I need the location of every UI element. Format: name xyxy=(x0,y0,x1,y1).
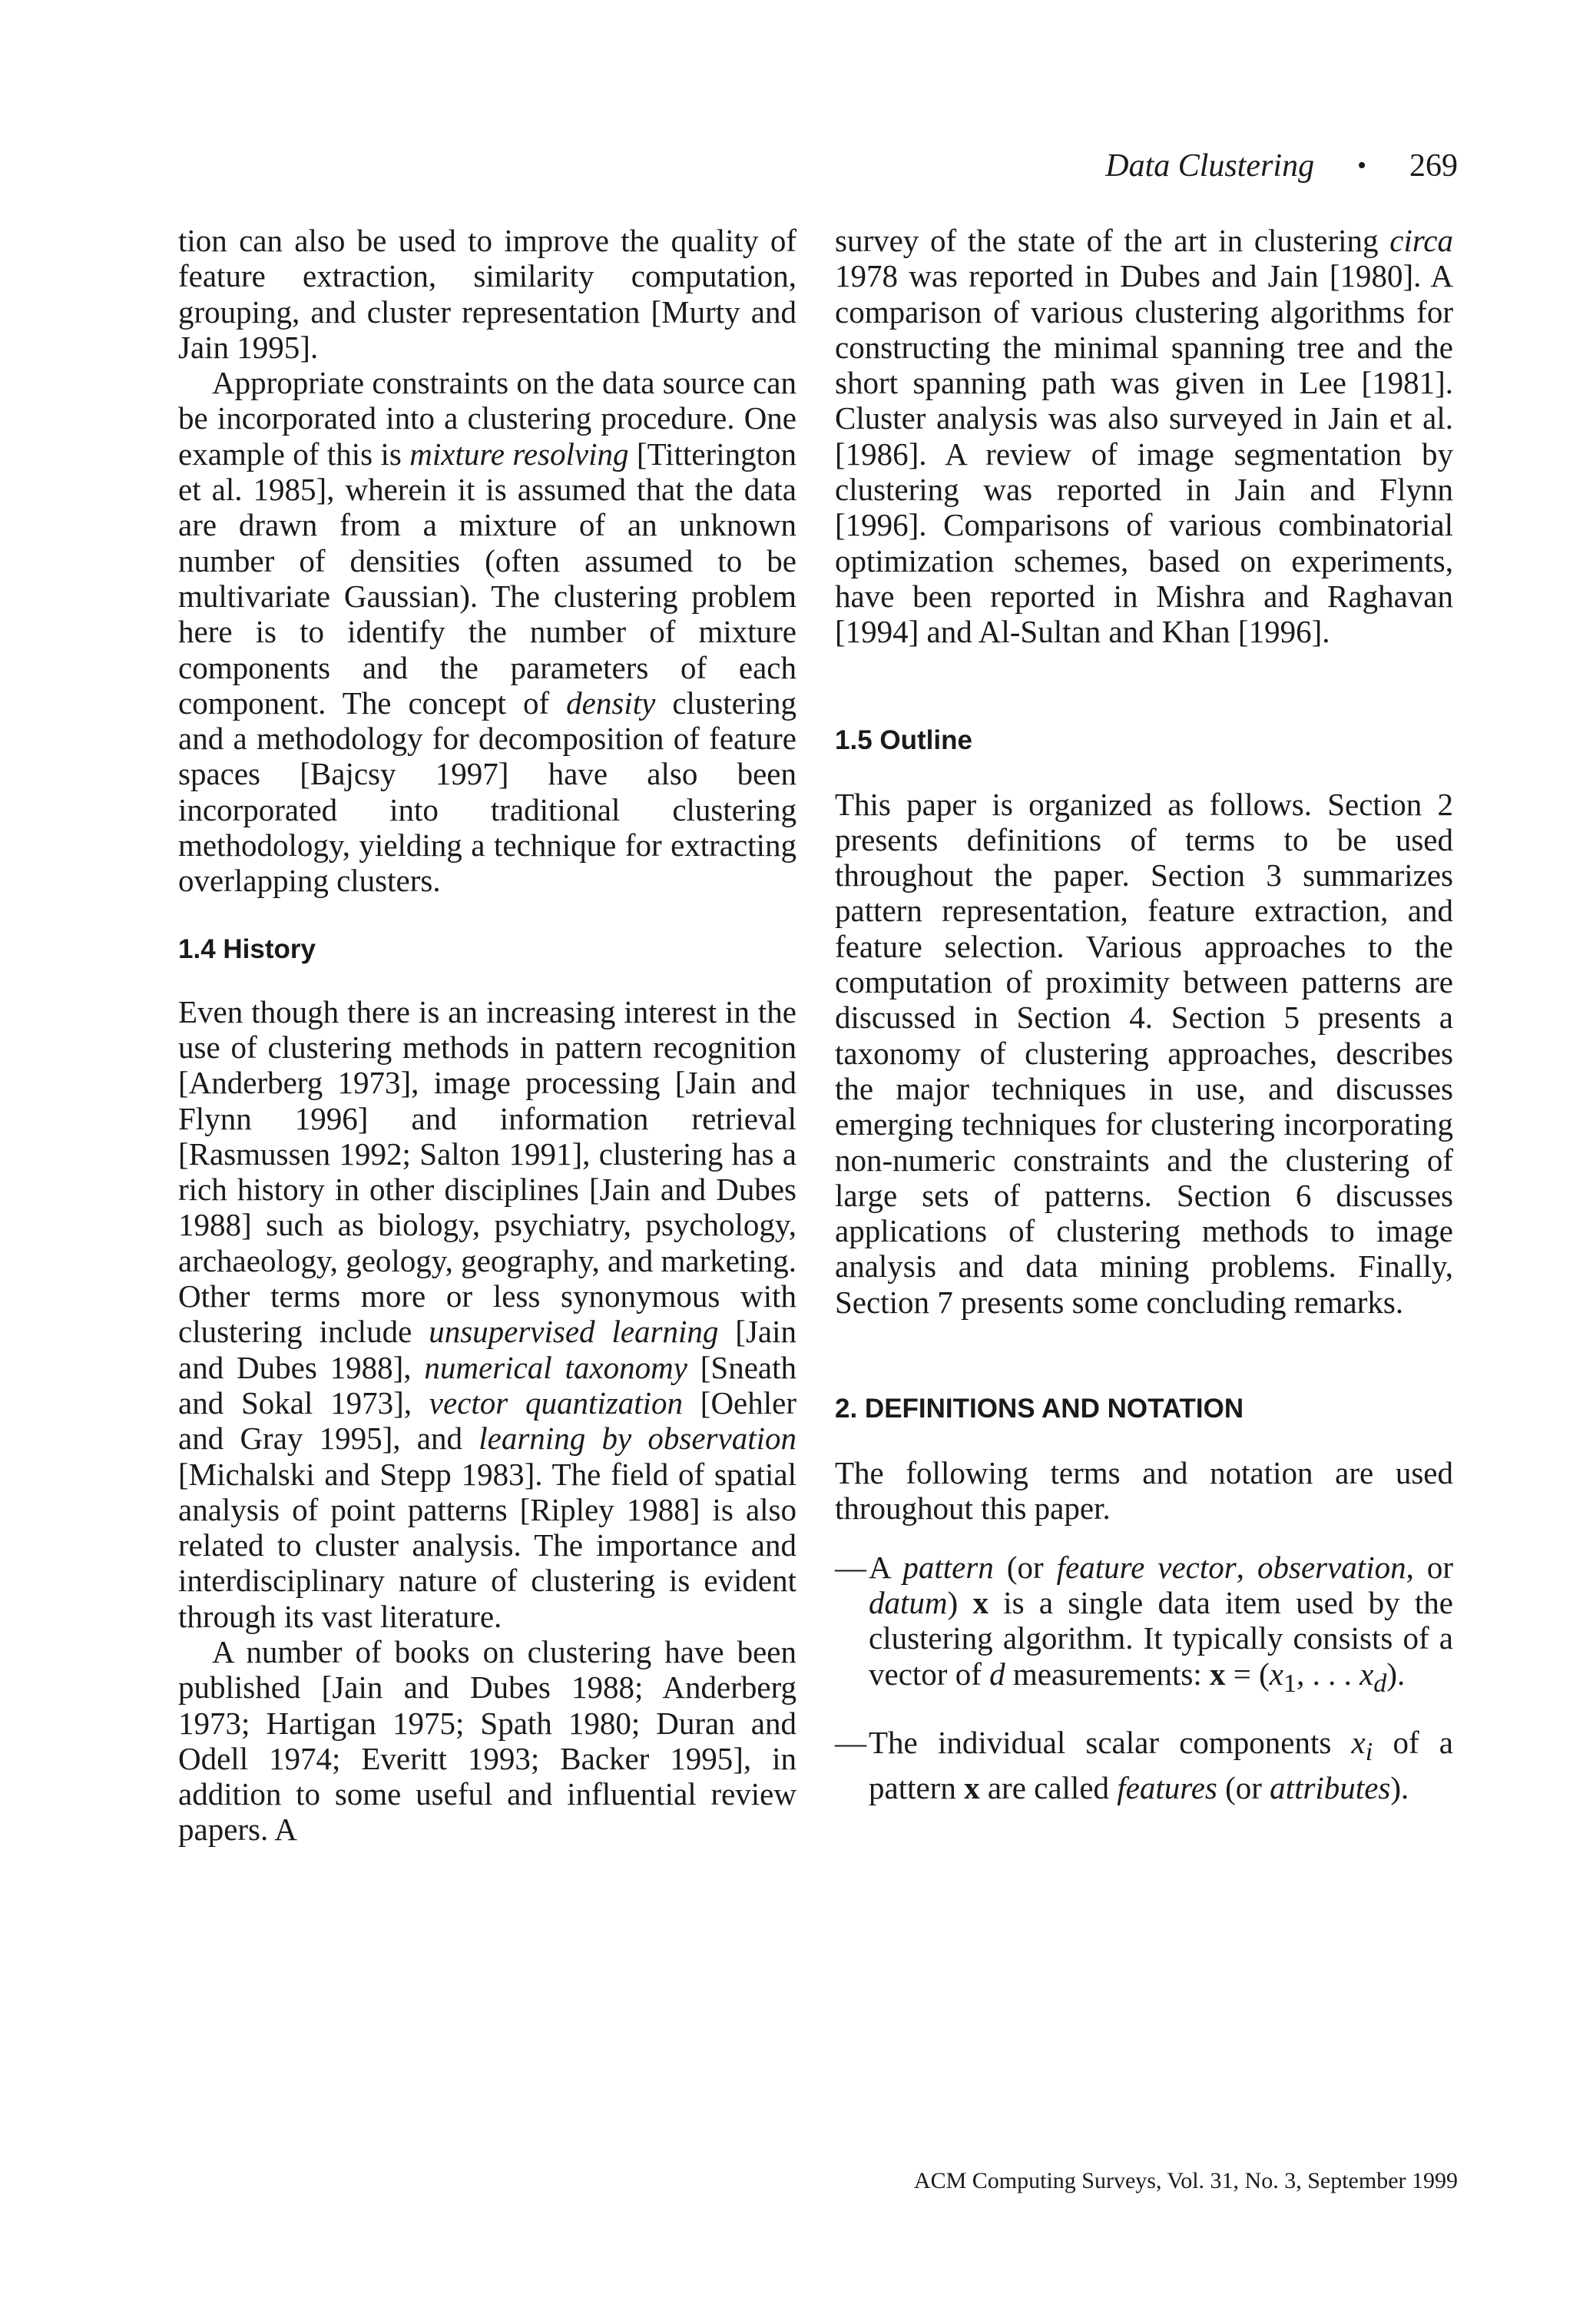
emphasis: unsupervised learning xyxy=(429,1314,719,1350)
paragraph: survey of the state of the art in clustering circa 1978 was reported in Dubes and Jain [1980]. A comparison of various clustering algorithms for constructing the minimal spanning tree and the short spanning path was given in Lee [1981]. Cluster analysis was also surveyed in Jain et al. [1986]. A review of image segmentation by clustering was reported in Jain and Flynn [1996]. Comparisons of various combinatorial optimization schemes, based on experiments, have been reported in Mishra and Raghavan [1994] and Al-Sultan and Khan [1996]. xyxy=(835,223,1453,650)
emphasis: numerical taxonomy xyxy=(424,1349,687,1385)
section-heading-history: 1.4 History xyxy=(178,933,316,964)
emphasis: vector quantization xyxy=(429,1384,684,1421)
running-head-bullet: • xyxy=(1357,151,1366,180)
emphasis: mixture resolving xyxy=(409,436,629,472)
emphasis: circa xyxy=(1389,223,1453,258)
list-item: — The individual scalar components $x_i$ of a pattern x are called features (or attributes). xyxy=(835,1724,1454,1806)
dash: — xyxy=(835,1549,866,1585)
paragraph: This paper is organized as follows. Section 2 presents definitions of terms to be used throughout the paper. Section 3 summarizes pattern representation, feature extraction, and feature selection. Various approaches to the computation of proximity between patterns are discussed in Section 4. Section 5 presents a taxonomy of clustering approaches, describes the major techniques in use, and discusses emerging techniques for clustering incorporating non-numeric constraints and the clustering of large sets of patterns. Section 6 discusses applications of clustering methods to image analysis and data mining problems. Finally, Section 7 presents some concluding remarks. xyxy=(835,786,1453,1320)
footer-citation: ACM Computing Surveys, Vol. 31, No. 3, September 1999 xyxy=(913,2168,1458,2193)
emphasis: density xyxy=(566,685,656,721)
paragraph: tion can also be used to improve the quality of feature extraction, similarity computation, grouping, and cluster representation [Murty and Jain 1995]. xyxy=(178,223,796,365)
section-heading-outline: 1.5 Outline xyxy=(835,724,972,755)
paragraph: The following terms and notation are used throughout this paper. xyxy=(835,1455,1453,1527)
left-column xyxy=(178,223,796,1848)
dash: — xyxy=(835,1724,866,1760)
paragraph: A number of books on clustering have been published [Jain and Dubes 1988; Anderberg 1973; Hartigan 1975; Spath 1980; Duran and Odell 1974; Everitt 1993; Backer 1995], in addition to some useful and influential review papers. A xyxy=(178,1633,796,1848)
emphasis: learning by observation xyxy=(479,1421,796,1457)
running-head-title: Data Clustering xyxy=(1105,148,1315,184)
right-column xyxy=(835,223,1453,1806)
running-head xyxy=(1105,148,1458,184)
list-item: — A pattern (or feature vector, observation, or datum) x is a single data item used by the clustering algorithm. It typically consists of a vector of d measurements: $x = (x_1$, . . . $x_d$). xyxy=(835,1549,1454,1698)
section-heading-definitions: 2. DEFINITIONS AND NOTATION xyxy=(835,1394,1244,1424)
page-number: 269 xyxy=(1409,148,1458,184)
paragraph: Appropriate constraints on the data source can be incorporated into a clustering procedure. One example of this is mixture resolving [Titterington et al. 1985], wherein it is assumed that the data are drawn from a mixture of an unknown number of densities (often assumed to be multivariate Gaussian). The clustering problem here is to identify the number of mixture components and the parameters of each component. The concept of density clustering and a methodology for decomposition of feature spaces [Bajcsy 1997] have also been incorporated into traditional clustering methodology, yielding a technique for extracting overlapping clusters. xyxy=(178,365,796,899)
paragraph: Even though there is an increasing interest in the use of clustering methods in pattern recognition [Anderberg 1973], image processing [Jain and Flynn 1996] and information retrieval [Rasmussen 1992; Salton 1991], clustering has a rich history in other disciplines [Jain and Dubes 1988] such as biology, psychiatry, psychology, archaeology, geology, geography, and marketing. Other terms more or less synonymous with clustering include unsupervised learning [Jain and Dubes 1988], numerical taxonomy [Sneath and Sokal 1973], vector quantization [Oehler and Gray 1995], and learning by observation [Michalski and Stepp 1983]. The field of spatial analysis of point patterns [Ripley 1988] is also related to cluster analysis. The importance and interdisciplinary nature of clustering is evident through its vast literature. xyxy=(178,993,796,1634)
